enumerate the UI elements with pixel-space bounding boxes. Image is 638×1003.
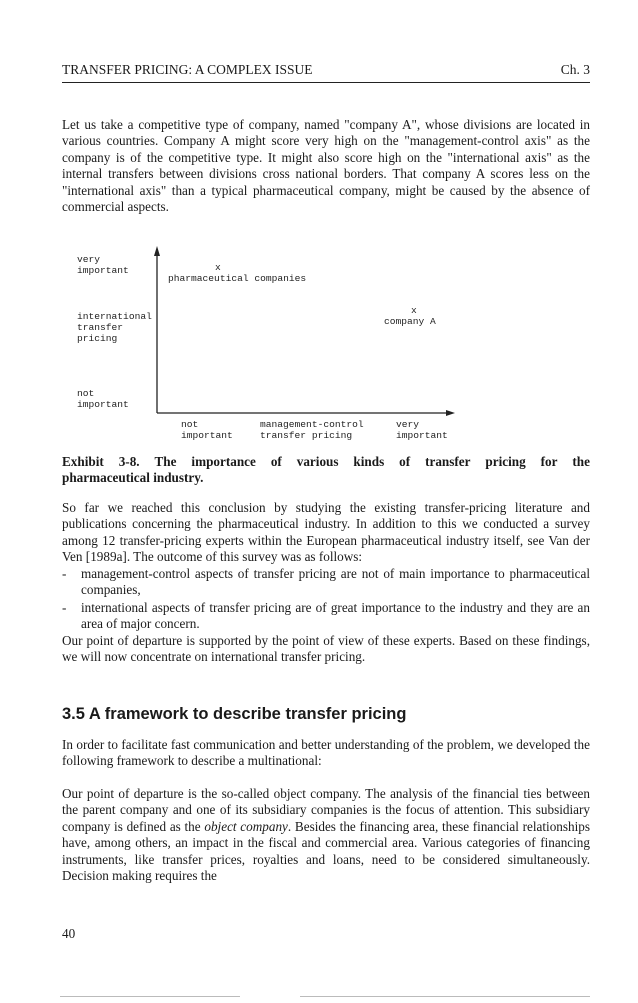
- x-axis-label: management-control transfer pricing: [260, 419, 364, 441]
- header-title: TRANSFER PRICING: A COMPLEX ISSUE: [62, 62, 313, 77]
- object-company-term: object company: [204, 818, 288, 834]
- y-tick-very-important: very important: [77, 254, 129, 276]
- marker-company-a: x: [411, 305, 417, 316]
- paragraph-departure: Our point of departure is supported by the point of view of these experts. Based on these findings, we will now concentrate on international transfer pricing.: [62, 633, 590, 665]
- caption-word: for: [540, 454, 558, 469]
- paragraph-company-a: Let us take a competitive type of company, named "company A", whose divisions are located in various countries. Company A might score very high on the "management-control axis" as the company is of the competitive type. It might also score high on the "international axis" as the internal transfers between divisions cross national borders. That company A scores less on the "international axis" than a typical pharmaceutical company, might be caused by the absence of commercial aspects.: [62, 117, 590, 215]
- label-company-a: company A: [384, 316, 436, 327]
- marker-pharma: x: [215, 262, 221, 273]
- header-rule: [62, 82, 590, 83]
- caption-line-2: pharmaceutical industry.: [62, 470, 204, 486]
- scan-edge-line: [300, 996, 590, 997]
- x-tick-not-important: not important: [181, 419, 233, 441]
- x-axis-arrow: [446, 410, 455, 416]
- caption-line-1: [62, 454, 590, 470]
- paragraph-survey: So far we reached this conclusion by studying the existing transfer-pricing literature and publications concerning the pharmaceutical industry. In addition to this we conducted a survey among 12 transfer-pricing experts within the European pharmaceutical industry itself, see Van der Ven [1989a]. The outcome of this survey was as follows:: [62, 500, 590, 565]
- section-heading: 3.5 A framework to describe transfer pricing: [62, 705, 407, 723]
- paragraph-framework: In order to facilitate fast communication and better understanding of the problem, we developed the following framework to describe a multinational:: [62, 737, 590, 769]
- caption-word: the: [572, 454, 590, 469]
- y-axis-label: international transfer pricing: [77, 311, 152, 344]
- caption-word: 3-8.: [118, 454, 140, 469]
- bullet-text: management-control aspects of transfer pricing are not of main importance to pharmaceutical companies,: [81, 566, 590, 598]
- paragraph-object-company: Our point of departure is the so-called object company. The analysis of the financial ties between the parent company and one of its subsidiary companies is the focus of attention. This subsidiary company is defined as the object company. Besides the financing area, these financial relationships have, among others, an impact in the fiscal and commercial area. Various categories of financing instruments, like transfer prices, royalties and loans, need to be considered simultaneously. Decision making requires the: [62, 786, 591, 884]
- label-pharma: pharmaceutical companies: [168, 273, 307, 284]
- list-item: - international aspects of transfer pricing are of great importance to the industry and they are an area of major concern.: [62, 600, 590, 632]
- scan-edge-line: [60, 996, 240, 997]
- caption-word: of: [270, 454, 282, 469]
- header-chapter: Ch. 3: [560, 62, 590, 77]
- caption-word: Exhibit: [62, 454, 104, 469]
- x-tick-very-important: very important: [396, 419, 448, 441]
- y-axis-arrow: [154, 246, 160, 256]
- y-tick-not-important: not important: [77, 388, 129, 410]
- page-number: 40: [62, 926, 76, 941]
- running-header: [62, 62, 590, 78]
- caption-word: various: [296, 454, 339, 469]
- exhibit-caption: [62, 454, 590, 487]
- list-item: - management-control aspects of transfer pricing are not of main importance to pharmaceutical companies,: [62, 566, 590, 598]
- caption-word: pricing: [485, 454, 526, 469]
- caption-word: The: [154, 454, 177, 469]
- caption-word: of: [399, 454, 411, 469]
- bullet-text: international aspects of transfer pricing are of great importance to the industry and they are an area of major concern.: [81, 600, 590, 632]
- caption-word: transfer: [425, 454, 471, 469]
- caption-word: importance: [191, 454, 256, 469]
- caption-word: kinds: [353, 454, 385, 469]
